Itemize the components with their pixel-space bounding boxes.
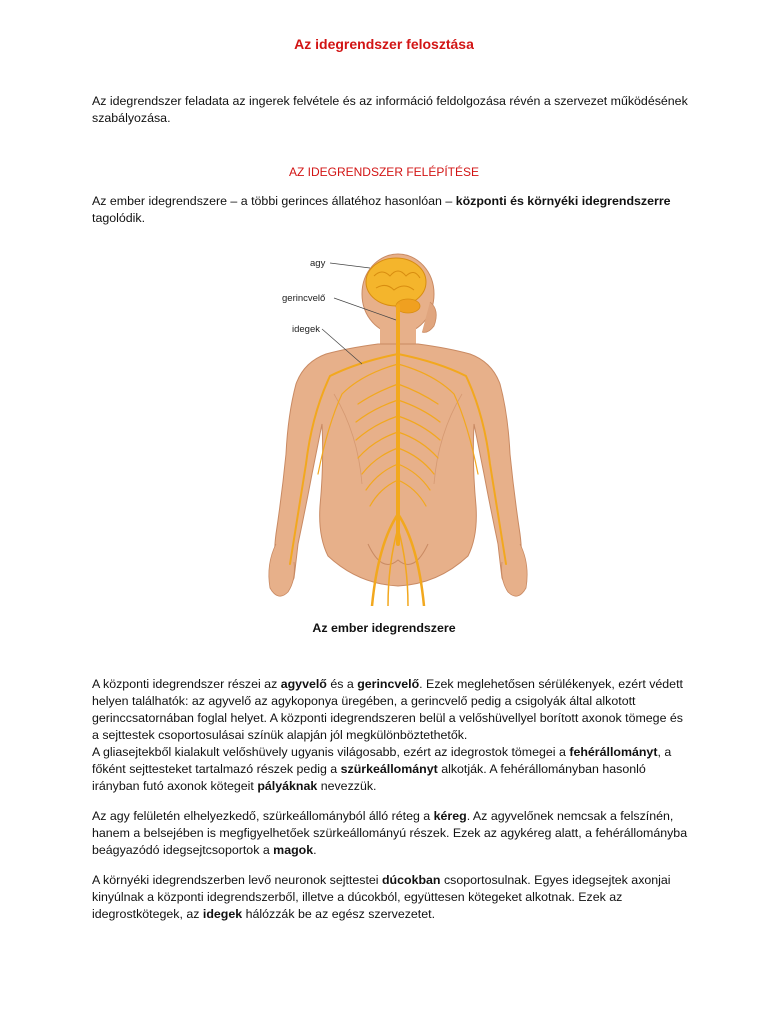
bold-term: idegek [202,907,243,921]
label-spinal-cord: gerincvelő [282,293,326,304]
bold-term: agyvelő [280,677,327,691]
bold-term: dúcokban [381,873,441,887]
paragraph-central-nervous-system [92,676,692,795]
paragraph-structure [92,193,692,227]
text-run: A gliasejtekből kialakult velőshüvely ugyanis világosabb, ezért az idegrostok tömegei a [92,745,570,759]
intro-paragraph: Az idegrendszer feladata az ingerek felvétele és az információ feldolgozása révén a szervezet működésének szabályozása. [92,94,688,125]
text-run: A központi idegrendszer részei az [92,677,281,691]
text-run: csoportosulnak. Egyes idegsejtek axonjai kinyúlnak a központi idegrendszerből, illetve a dúcokból, együttesen kötegeket alkotnak. Ezek az idegrostkötegek, az [92,873,671,921]
nervous-system-figure [258,244,534,606]
bold-term: kéreg [433,809,467,823]
text-run: . [313,843,317,857]
text-run: Az ember idegrendszere – a többi gerinces állatéhoz hasonlóan – [92,194,456,208]
bold-term: magok [273,843,314,857]
paragraph-peripheral-nervous-system [92,872,692,923]
text-run: alkotják. A fehérállományban hasonló irányban futó axonok kötegeit [92,762,646,793]
bold-term: pályáknak [257,779,318,793]
bold-term: fehérállományt [569,745,658,759]
text-run: , a főként sejttesteket tartalmazó részek pedig a [92,745,672,776]
bold-term: gerincvelő [357,677,420,691]
text-run: hálózzák be az egész szervezetet. [242,907,436,921]
text-run: és a [326,677,358,691]
label-brain: agy [310,258,326,269]
bold-term: szürkeállományt [340,762,438,776]
text-run: A környéki idegrendszerben levő neuronok sejttestei [92,873,382,887]
text-run: tagolódik. [92,211,146,225]
label-nerves: idegek [292,324,320,335]
text-run: . Az agyvelőnek nemcsak a felszínén, hanem a belsejében is megfigyelhetőek szürkeállományú részek. Ezek az agykéreg alatt, a fehérállományba beágyazódó idegsejtcsoportok a [92,809,688,857]
section-title: AZ IDEGRENDSZER FELÉPÍTÉSE [288,165,480,179]
paragraph-cortex [92,808,692,859]
text-run: . Ezek meglehetősen sérülékenyek, ezért védett helyen találhatók: az agyvelő az agykoponya üregében, a gerincvelő pedig a csigolyák által alkotott gerinccsatornában foglal helyet. A központi idegrendszeren belül a velőshüvellyel borított axonok tömege és a sejttestek csoportosulásai színük alapján jól megkülönböztethetők. [92,677,683,742]
document-title: Az idegrendszer felosztása [294,36,474,52]
figure-caption: Az ember idegrendszere [312,621,456,635]
text-run: nevezzük. [317,779,377,793]
bold-term: központi és környéki idegrendszerre [455,194,671,208]
text-run: Az agy felületén elhelyezkedő, szürkeállományból álló réteg a [92,809,434,823]
